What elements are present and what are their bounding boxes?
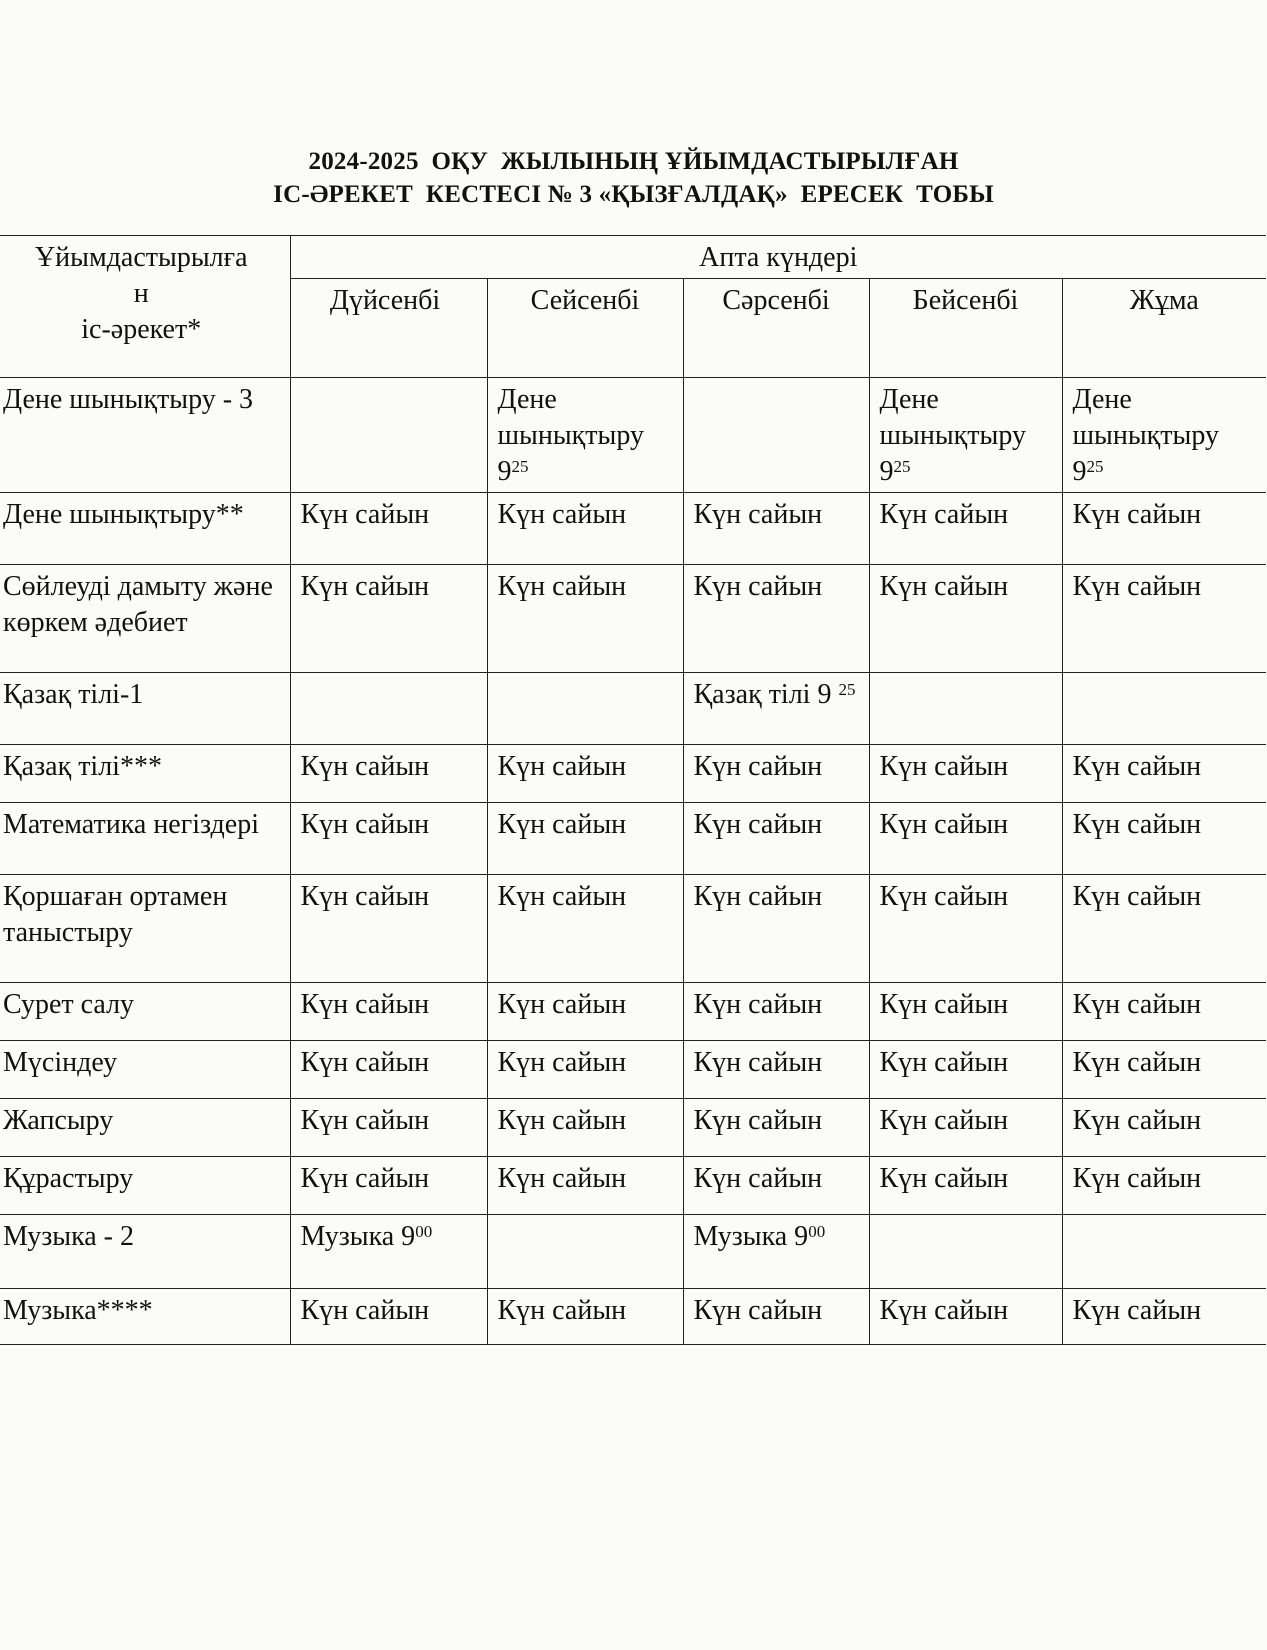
schedule-cell: Күн сайын [487,493,683,565]
schedule-cell: Күн сайын [869,1289,1062,1345]
schedule-cell: Күн сайын [683,1289,869,1345]
table-row [0,1157,1266,1215]
time-minutes: 25 [838,679,856,699]
title-line-2: ІС-ӘРЕКЕТ КЕСТЕСІ № 3 «ҚЫЗҒАЛДАҚ» ЕРЕСЕК ТОБЫ [273,181,994,208]
table-row [0,875,1266,983]
schedule-cell: Күн сайын [290,565,487,673]
time-minutes: 25 [893,456,911,476]
schedule-cell [290,1215,487,1289]
schedule-cell: Күн сайын [290,983,487,1041]
schedule-table [0,235,1266,1345]
title-line-1: 2024-2025 ОҚУ ЖЫЛЫНЫҢ ҰЙЫМДАСТЫРЫЛҒАН [308,148,959,175]
schedule-cell [1062,1215,1266,1289]
schedule-cell [290,378,487,493]
table-row [0,803,1266,875]
schedule-cell: Күн сайын [487,1099,683,1157]
schedule-cell [869,1215,1062,1289]
activity-name: Музыка - 2 [0,1215,290,1289]
table-row [0,565,1266,673]
schedule-cell: Күн сайын [487,875,683,983]
activity-name: Жапсыру [0,1099,290,1157]
activity-name: Дене шынықтыру** [0,493,290,565]
schedule-cell: Күн сайын [869,1041,1062,1099]
schedule-cell: Күн сайын [869,983,1062,1041]
day-header-monday: Дүйсенбі [290,279,487,378]
day-header-thursday: Бейсенбі [869,279,1062,378]
schedule-cell: Күн сайын [1062,983,1266,1041]
cell-text: Дене шынықтыру 9 [1072,384,1219,487]
schedule-cell [1062,378,1266,493]
schedule-cell: Күн сайын [683,983,869,1041]
activity-name: Қазақ тілі*** [0,745,290,803]
activity-name: Құрастыру [0,1157,290,1215]
schedule-cell: Күн сайын [487,1041,683,1099]
schedule-cell [869,673,1062,745]
schedule-cell [683,378,869,493]
schedule-cell: Күн сайын [1062,1099,1266,1157]
table-row [0,1215,1266,1289]
cell-text: Дене шынықтыру 9 [497,384,644,487]
cell-text: Музыка 9 [300,1221,416,1252]
table-row [0,983,1266,1041]
day-header-wednesday: Сәрсенбі [683,279,869,378]
schedule-cell [487,1215,683,1289]
corner-line-3: іс-әрекет* [81,314,202,345]
table-row [0,493,1266,565]
schedule-cell: Күн сайын [869,1157,1062,1215]
activity-name: Мүсіндеу [0,1041,290,1099]
schedule-cell: Күн сайын [683,875,869,983]
schedule-cell: Күн сайын [683,1099,869,1157]
schedule-cell: Күн сайын [1062,745,1266,803]
cell-text: Қазақ тілі 9 [693,679,839,710]
schedule-cell: Күн сайын [487,1289,683,1345]
schedule-cell: Күн сайын [683,493,869,565]
schedule-cell: Күн сайын [290,493,487,565]
schedule-cell: Күн сайын [869,565,1062,673]
schedule-body [0,378,1266,1345]
schedule-cell: Күн сайын [487,745,683,803]
time-minutes: 00 [808,1221,826,1241]
schedule-cell [1062,673,1266,745]
activity-name: Қоршаған ортамен таныстыру [0,875,290,983]
schedule-cell: Күн сайын [290,745,487,803]
cell-text: Музыка 9 [693,1221,809,1252]
table-row [0,673,1266,745]
schedule-cell: Күн сайын [683,1157,869,1215]
table-row [0,1099,1266,1157]
schedule-cell: Күн сайын [683,803,869,875]
schedule-cell [683,673,869,745]
activity-name: Дене шынықтыру - 3 [0,378,290,493]
schedule-cell: Күн сайын [683,1041,869,1099]
corner-line-1: Ұйымдастырылға [34,242,248,273]
activity-name: Математика негіздері [0,803,290,875]
schedule-cell [290,673,487,745]
activity-name: Музыка**** [0,1289,290,1345]
schedule-cell: Күн сайын [290,1099,487,1157]
schedule-cell: Күн сайын [1062,1289,1266,1345]
schedule-cell: Күн сайын [869,1099,1062,1157]
schedule-cell: Күн сайын [290,875,487,983]
schedule-cell: Күн сайын [487,983,683,1041]
schedule-cell [487,673,683,745]
schedule-cell: Күн сайын [869,493,1062,565]
day-header-friday: Жұма [1062,279,1266,378]
schedule-cell: Күн сайын [290,803,487,875]
time-minutes: 25 [511,456,529,476]
time-minutes: 25 [1086,456,1104,476]
schedule-cell [869,378,1062,493]
table-row [0,378,1266,493]
table-row [0,1041,1266,1099]
schedule-cell: Күн сайын [869,803,1062,875]
activity-name: Сурет салу [0,983,290,1041]
cell-text: Дене шынықтыру 9 [879,384,1026,487]
schedule-cell: Күн сайын [290,1157,487,1215]
activity-name: Сөйлеуді дамыту және көркем әдебиет [0,565,290,673]
corner-line-2: н [133,278,149,309]
schedule-cell: Күн сайын [869,745,1062,803]
time-minutes: 00 [415,1221,433,1241]
schedule-cell: Күн сайын [487,1157,683,1215]
table-row [0,745,1266,803]
schedule-cell: Күн сайын [683,565,869,673]
schedule-cell: Күн сайын [869,875,1062,983]
schedule-cell [683,1215,869,1289]
schedule-cell: Күн сайын [1062,875,1266,983]
schedule-cell: Күн сайын [1062,803,1266,875]
activity-column-header [0,236,290,378]
schedule-cell: Күн сайын [487,565,683,673]
schedule-cell [487,378,683,493]
schedule-cell: Күн сайын [1062,1041,1266,1099]
schedule-cell: Күн сайын [487,803,683,875]
schedule-cell: Күн сайын [290,1041,487,1099]
schedule-cell: Күн сайын [290,1289,487,1345]
schedule-cell: Күн сайын [1062,493,1266,565]
day-header-tuesday: Сейсенбі [487,279,683,378]
activity-name: Қазақ тілі-1 [0,673,290,745]
schedule-cell: Күн сайын [1062,1157,1266,1215]
schedule-cell: Күн сайын [1062,565,1266,673]
table-row [0,1289,1266,1345]
document-title [0,145,1267,211]
schedule-cell: Күн сайын [683,745,869,803]
week-days-header: Апта күндері [290,236,1266,279]
